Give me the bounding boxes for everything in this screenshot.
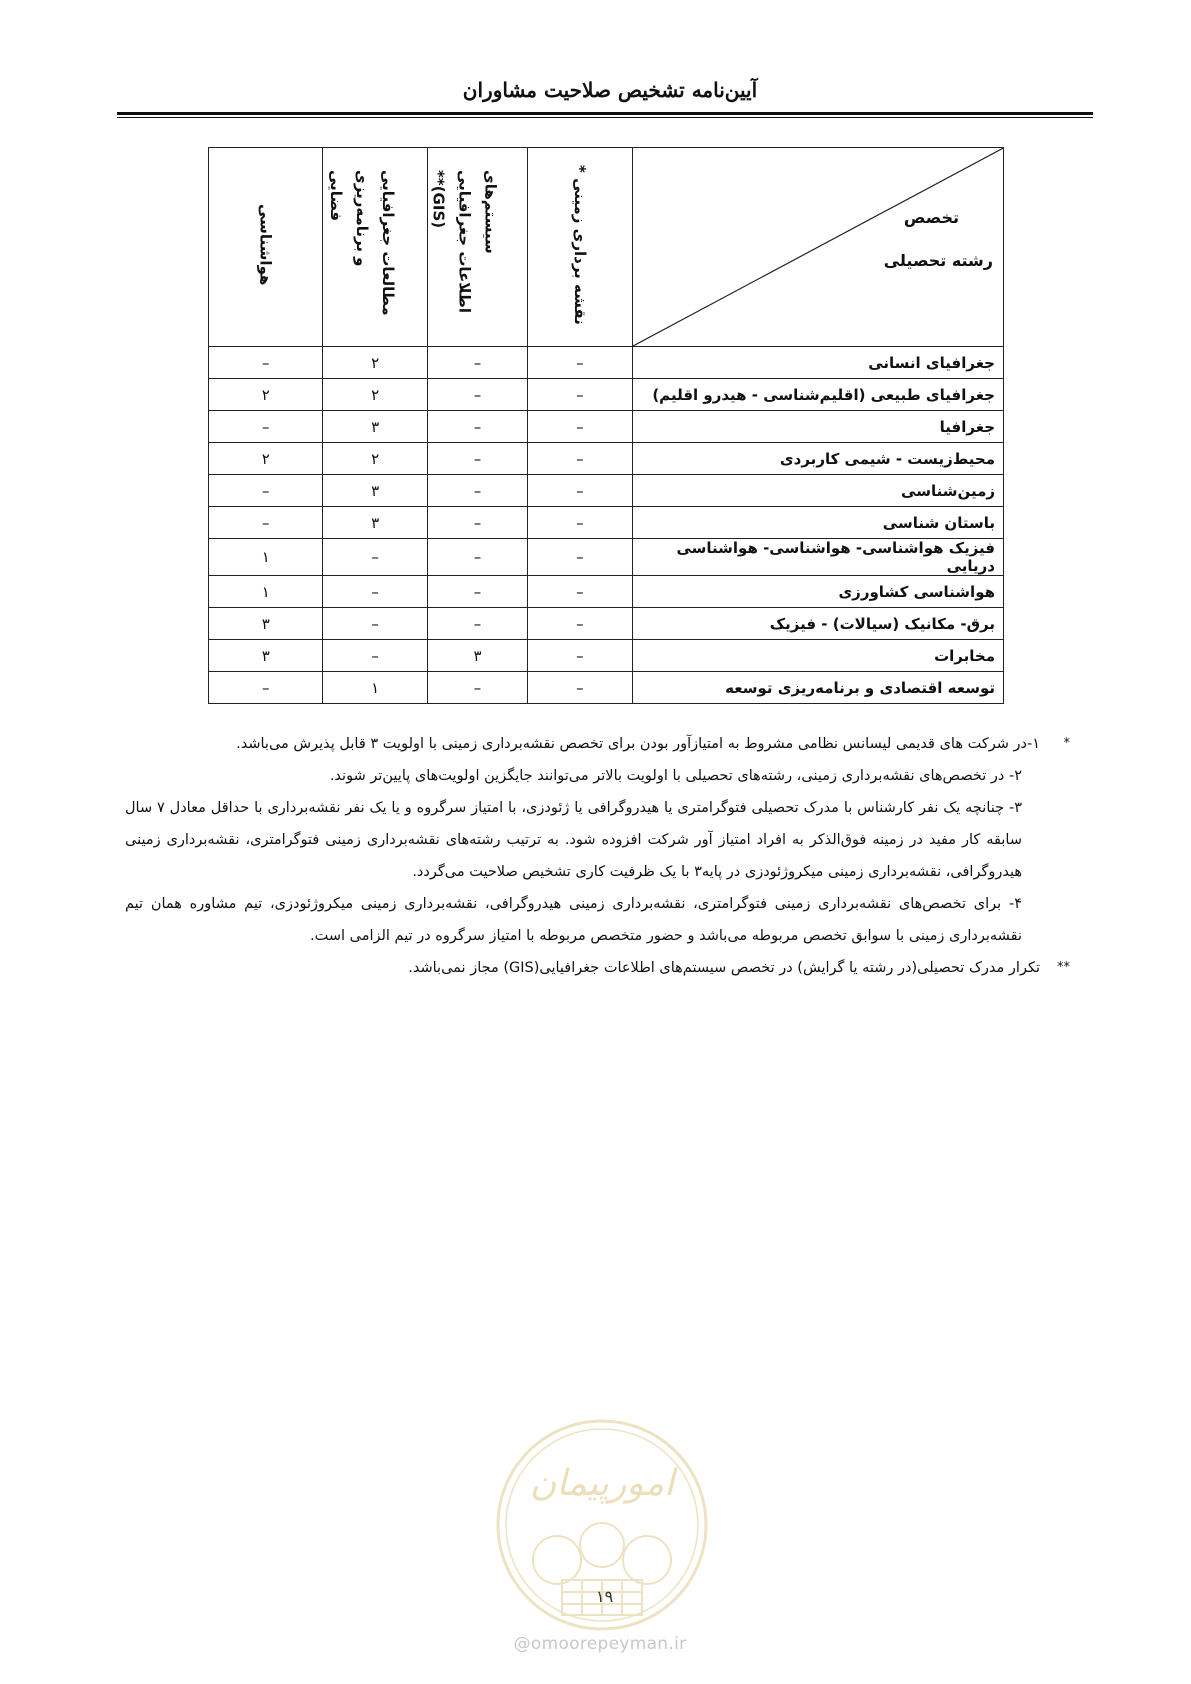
column-header: نقشه برداری زمینی *: [528, 148, 632, 347]
specialty-table: [208, 147, 1004, 704]
note-text: تکرار مدرک تحصیلی(در رشته یا گرایش) در تخصص سیستم‌های اطلاعات جغرافیایی(GIS) مجاز نمی‌باشد.: [408, 960, 1040, 976]
priority-cell: ۱: [209, 576, 323, 608]
field-name-cell: باستان شناسی: [632, 507, 1003, 539]
field-name-cell: توسعه اقتصادی و برنامه‌ریزی توسعه: [632, 672, 1003, 704]
priority-cell: –: [323, 608, 427, 640]
priority-cell: ۳: [323, 411, 427, 443]
table-row: [209, 347, 1004, 379]
priority-cell: ۳: [427, 640, 527, 672]
priority-cell: –: [323, 640, 427, 672]
diagonal-line: [633, 148, 1003, 346]
double-asterisk-marker: **: [1057, 960, 1070, 975]
priority-cell: ۲: [209, 443, 323, 475]
priority-cell: –: [528, 539, 632, 576]
field-name-cell: محیط‌زیست - شیمی کاربردی: [632, 443, 1003, 475]
field-name-cell: فیزیک هواشناسی- هواشناسی- هواشناسی دریایی: [632, 539, 1003, 576]
corner-field-label: رشته تحصیلی: [883, 251, 993, 270]
column-header: سیستم‌های اطلاعات جغرافیایی (GIS)**: [427, 148, 527, 347]
priority-cell: –: [209, 347, 323, 379]
table-row: [209, 475, 1004, 507]
field-name-cell: هواشناسی کشاورزی: [632, 576, 1003, 608]
priority-cell: –: [323, 576, 427, 608]
field-name-cell: جغرافیای طبیعی (اقلیم‌شناسی - هیدرو اقلیم): [632, 379, 1003, 411]
priority-cell: –: [427, 379, 527, 411]
priority-cell: –: [427, 411, 527, 443]
table-row: [209, 539, 1004, 576]
table-row: [209, 507, 1004, 539]
priority-cell: –: [209, 411, 323, 443]
header-rule-thick: [117, 112, 1093, 115]
table-row: [209, 672, 1004, 704]
priority-cell: –: [528, 443, 632, 475]
priority-cell: –: [528, 475, 632, 507]
priority-cell: ۲: [323, 443, 427, 475]
priority-cell: –: [427, 672, 527, 704]
website-watermark: @omoorepeyman.ir: [513, 1634, 687, 1654]
field-name-cell: جغرافیا: [632, 411, 1003, 443]
priority-cell: –: [427, 443, 527, 475]
priority-cell: ۲: [323, 347, 427, 379]
notes-section: [125, 728, 1070, 984]
priority-cell: –: [528, 608, 632, 640]
table-row: [209, 576, 1004, 608]
note-2: [125, 760, 1040, 792]
field-name-cell: جغرافیای انسانی: [632, 347, 1003, 379]
priority-cell: –: [427, 608, 527, 640]
priority-cell: ۳: [209, 608, 323, 640]
table-header-row: [209, 148, 1004, 347]
note-text: ۱-در شرکت های قدیمی لیسانس نظامی مشروط به امتیازآور بودن برای تخصص نقشه‌برداری زمینی با اولویت ۳ قابل پذیرش می‌باشد.: [236, 736, 1040, 752]
note-text: ۴- برای تخصص‌های نقشه‌برداری زمینی فتوگرامتری، نقشه‌برداری زمینی هیدروگرافی، نقشه‌برداری زمینی میکروژئودزی، تیم مشاوره همان تیم نقشه‌برداری زمینی با سوابق تخصص مربوطه می‌باشد و حضور متخصص مربوطه با امتیاز سرگروه در تیم الزامی است.: [125, 896, 1022, 944]
priority-cell: –: [209, 507, 323, 539]
column-header: مطالعات جغرافیایی و برنامه‌ریزی فضایی: [323, 148, 427, 347]
header-rule-thin: [117, 117, 1093, 118]
logo-text: امورپیمان: [529, 1463, 675, 1504]
corner-cell: [632, 148, 1003, 347]
priority-cell: –: [209, 475, 323, 507]
table-row: [209, 411, 1004, 443]
priority-cell: ۱: [209, 539, 323, 576]
priority-cell: –: [323, 539, 427, 576]
field-name-cell: مخابرات: [632, 640, 1003, 672]
priority-cell: –: [427, 539, 527, 576]
priority-cell: –: [427, 507, 527, 539]
corner-specialty-label: تخصص: [903, 208, 959, 227]
priority-cell: –: [528, 507, 632, 539]
table-row: [209, 379, 1004, 411]
priority-cell: –: [209, 672, 323, 704]
priority-cell: –: [528, 672, 632, 704]
note-text: ۳- چنانچه یک نفر کارشناس با مدرک تحصیلی فتوگرامتری یا هیدروگرافی یا ژئودزی، با امتیاز سرگروه و یا یک نفر نقشه‌برداری با حداقل معادل ۷ سال سابقه کار مفید در زمینه فوق‌الذکر به افراد امتیاز آور شرکت افزوده شود. به ترتیب رشته‌های نقشه‌برداری زمینی فتوگرامتری، نقشه‌برداری زمینی هیدروگرافی، نقشه‌برداری زمینی میکروژئودزی در پایه۳ با یک ظرفیت کاری تشخیص صلاحیت می‌گردد.: [125, 800, 1022, 880]
note-3: [125, 792, 1040, 888]
priority-cell: ۳: [209, 640, 323, 672]
table-row: [209, 608, 1004, 640]
asterisk-marker: *: [1063, 736, 1070, 751]
note-4: [125, 888, 1040, 952]
note-5: [125, 952, 1070, 984]
priority-cell: ۳: [323, 507, 427, 539]
priority-cell: ۲: [323, 379, 427, 411]
priority-cell: –: [528, 411, 632, 443]
note-1: [125, 728, 1070, 760]
priority-cell: –: [528, 640, 632, 672]
table-row: [209, 640, 1004, 672]
priority-cell: –: [427, 475, 527, 507]
priority-cell: –: [427, 347, 527, 379]
priority-cell: –: [528, 576, 632, 608]
column-header: هواشناسی: [209, 148, 323, 347]
priority-cell: ۳: [323, 475, 427, 507]
priority-cell: –: [427, 576, 527, 608]
priority-cell: –: [528, 379, 632, 411]
priority-cell: ۱: [323, 672, 427, 704]
priority-cell: ۲: [209, 379, 323, 411]
priority-cell: –: [528, 347, 632, 379]
page-header-title: آیین‌نامه تشخیص صلاحیت مشاوران: [462, 78, 758, 102]
page-number: ۱۹: [596, 1587, 614, 1606]
table-row: [209, 443, 1004, 475]
field-name-cell: زمین‌شناسی: [632, 475, 1003, 507]
field-name-cell: برق- مکانیک (سیالات) - فیزیک: [632, 608, 1003, 640]
note-text: ۲- در تخصص‌های نقشه‌برداری زمینی، رشته‌های تحصیلی با اولویت بالاتر می‌توانند جایگزین اولویت‌های پایین‌تر شوند.: [329, 768, 1022, 784]
